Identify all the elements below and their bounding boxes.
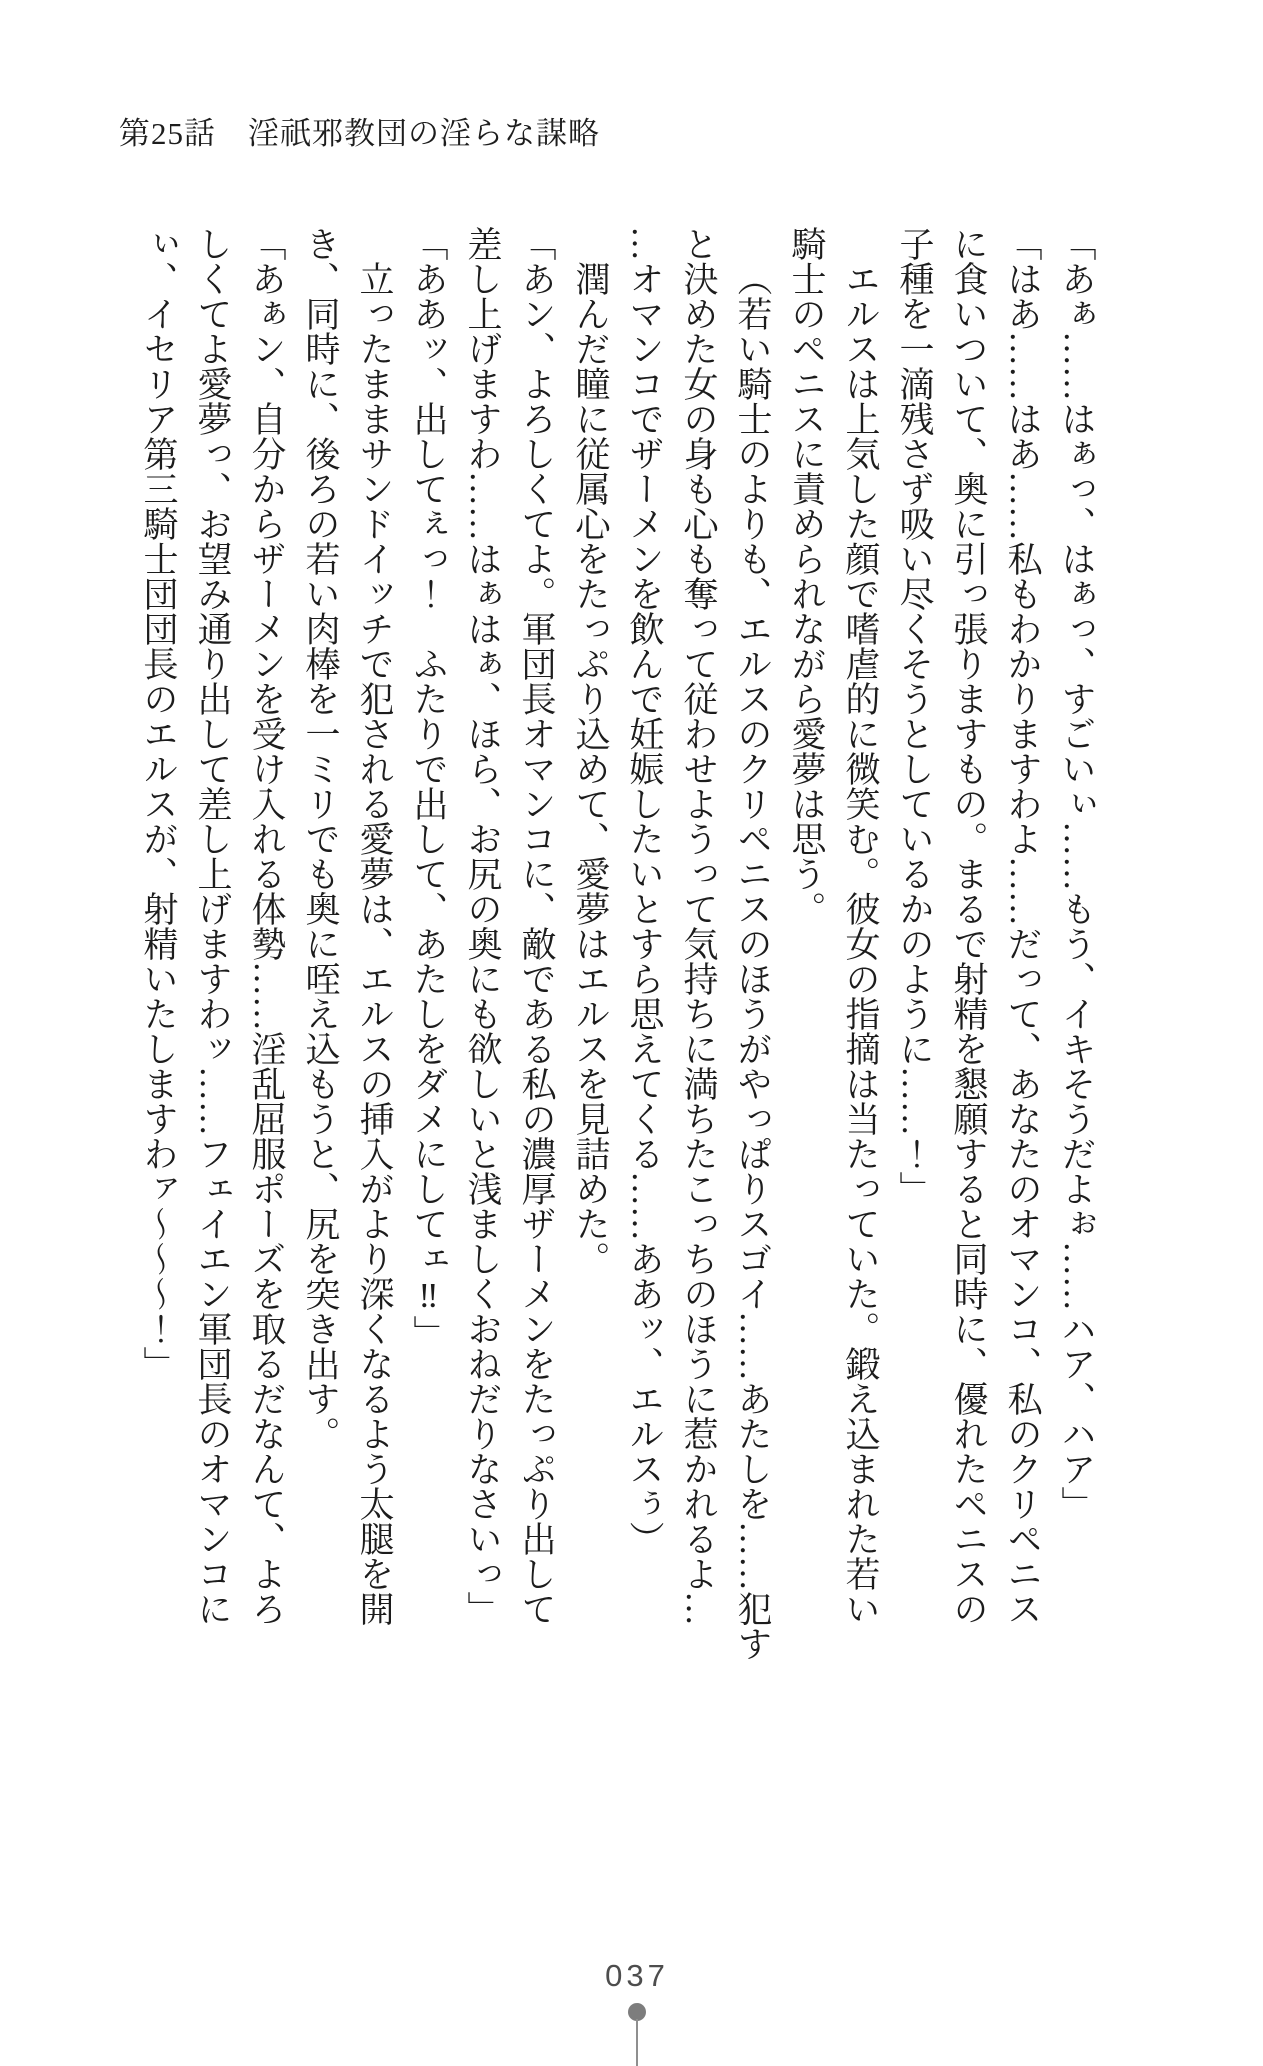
text-column: ぃ、イセリア第三騎士団団長のエルスが、射精いたしますわァ～～～！」: [139, 226, 178, 1381]
text-column: 「あぁン、自分からザーメンを受け入れる体勢……淫乱屈服ポーズを取るだなんて、よろ: [247, 226, 286, 1626]
text-column: …オマンコでザーメンを飲んで妊娠したいとすら思えてくる……ああッ、エルスぅ）: [625, 226, 664, 1556]
text-column: しくてよ愛夢っ、お望み通り出して差し上げますわッ……フェイエン軍団長のオマンコに: [193, 226, 232, 1626]
page-number: 037: [605, 1958, 669, 1993]
text-column: に食いついて、奥に引っ張りますもの。まるで射精を懇願すると同時に、優れたペニスの: [949, 226, 988, 1626]
text-column: き、同時に、後ろの若い肉棒を一ミリでも奥に咥え込もうと、尻を突き出す。: [301, 226, 340, 1451]
text-column: 「ああッ、出してぇっ！ ふたりで出して、あたしをダメにしてェ‼」: [409, 226, 448, 1350]
binding-stem-line: [636, 2019, 638, 2066]
text-column: 「あン、よろしくてよ。軍団長オマンコに、敵である私の濃厚ザーメンをたっぷり出して: [517, 226, 556, 1626]
text-column: エルスは上気した顔で嗜虐的に微笑む。彼女の指摘は当たっていた。鍛え込まれた若い: [841, 261, 880, 1626]
text-column: 子種を一滴残さず吸い尽くそうとしているかのように……！」: [895, 226, 934, 1206]
text-column: 騎士のペニスに責められながら愛夢は思う。: [787, 226, 826, 926]
text-column: 潤んだ瞳に従属心をたっぷり込めて、愛夢はエルスを見詰めた。: [571, 261, 610, 1276]
text-column: （若い騎士のよりも、エルスのクリペニスのほうがやっぱりスゴイ……あたしを……犯す: [733, 261, 772, 1661]
chapter-title: 第25話 淫祇邪教団の淫らな謀略: [119, 116, 600, 151]
text-column: 差し上げますわ……はぁはぁ、ほら、お尻の奥にも欲しいと浅ましくおねだりなさいっ」: [463, 226, 502, 1626]
text-column: と決めた女の身も心も奪って従わせようって気持ちに満ちたこっちのほうに惹かれるよ…: [679, 226, 718, 1626]
text-column: 「あぁ……はぁっ、はぁっ、すごいぃ……もう、イキそうだよぉ……ハア、ハア」: [1057, 226, 1096, 1521]
text-column: 「はあ……はあ……私もわかりますわよ……だって、あなたのオマンコ、私のクリペニス: [1003, 226, 1042, 1626]
text-column: 立ったままサンドイッチで犯される愛夢は、エルスの挿入がより深くなるよう太腿を開: [355, 261, 394, 1626]
body-text-block: [131, 226, 1103, 1661]
